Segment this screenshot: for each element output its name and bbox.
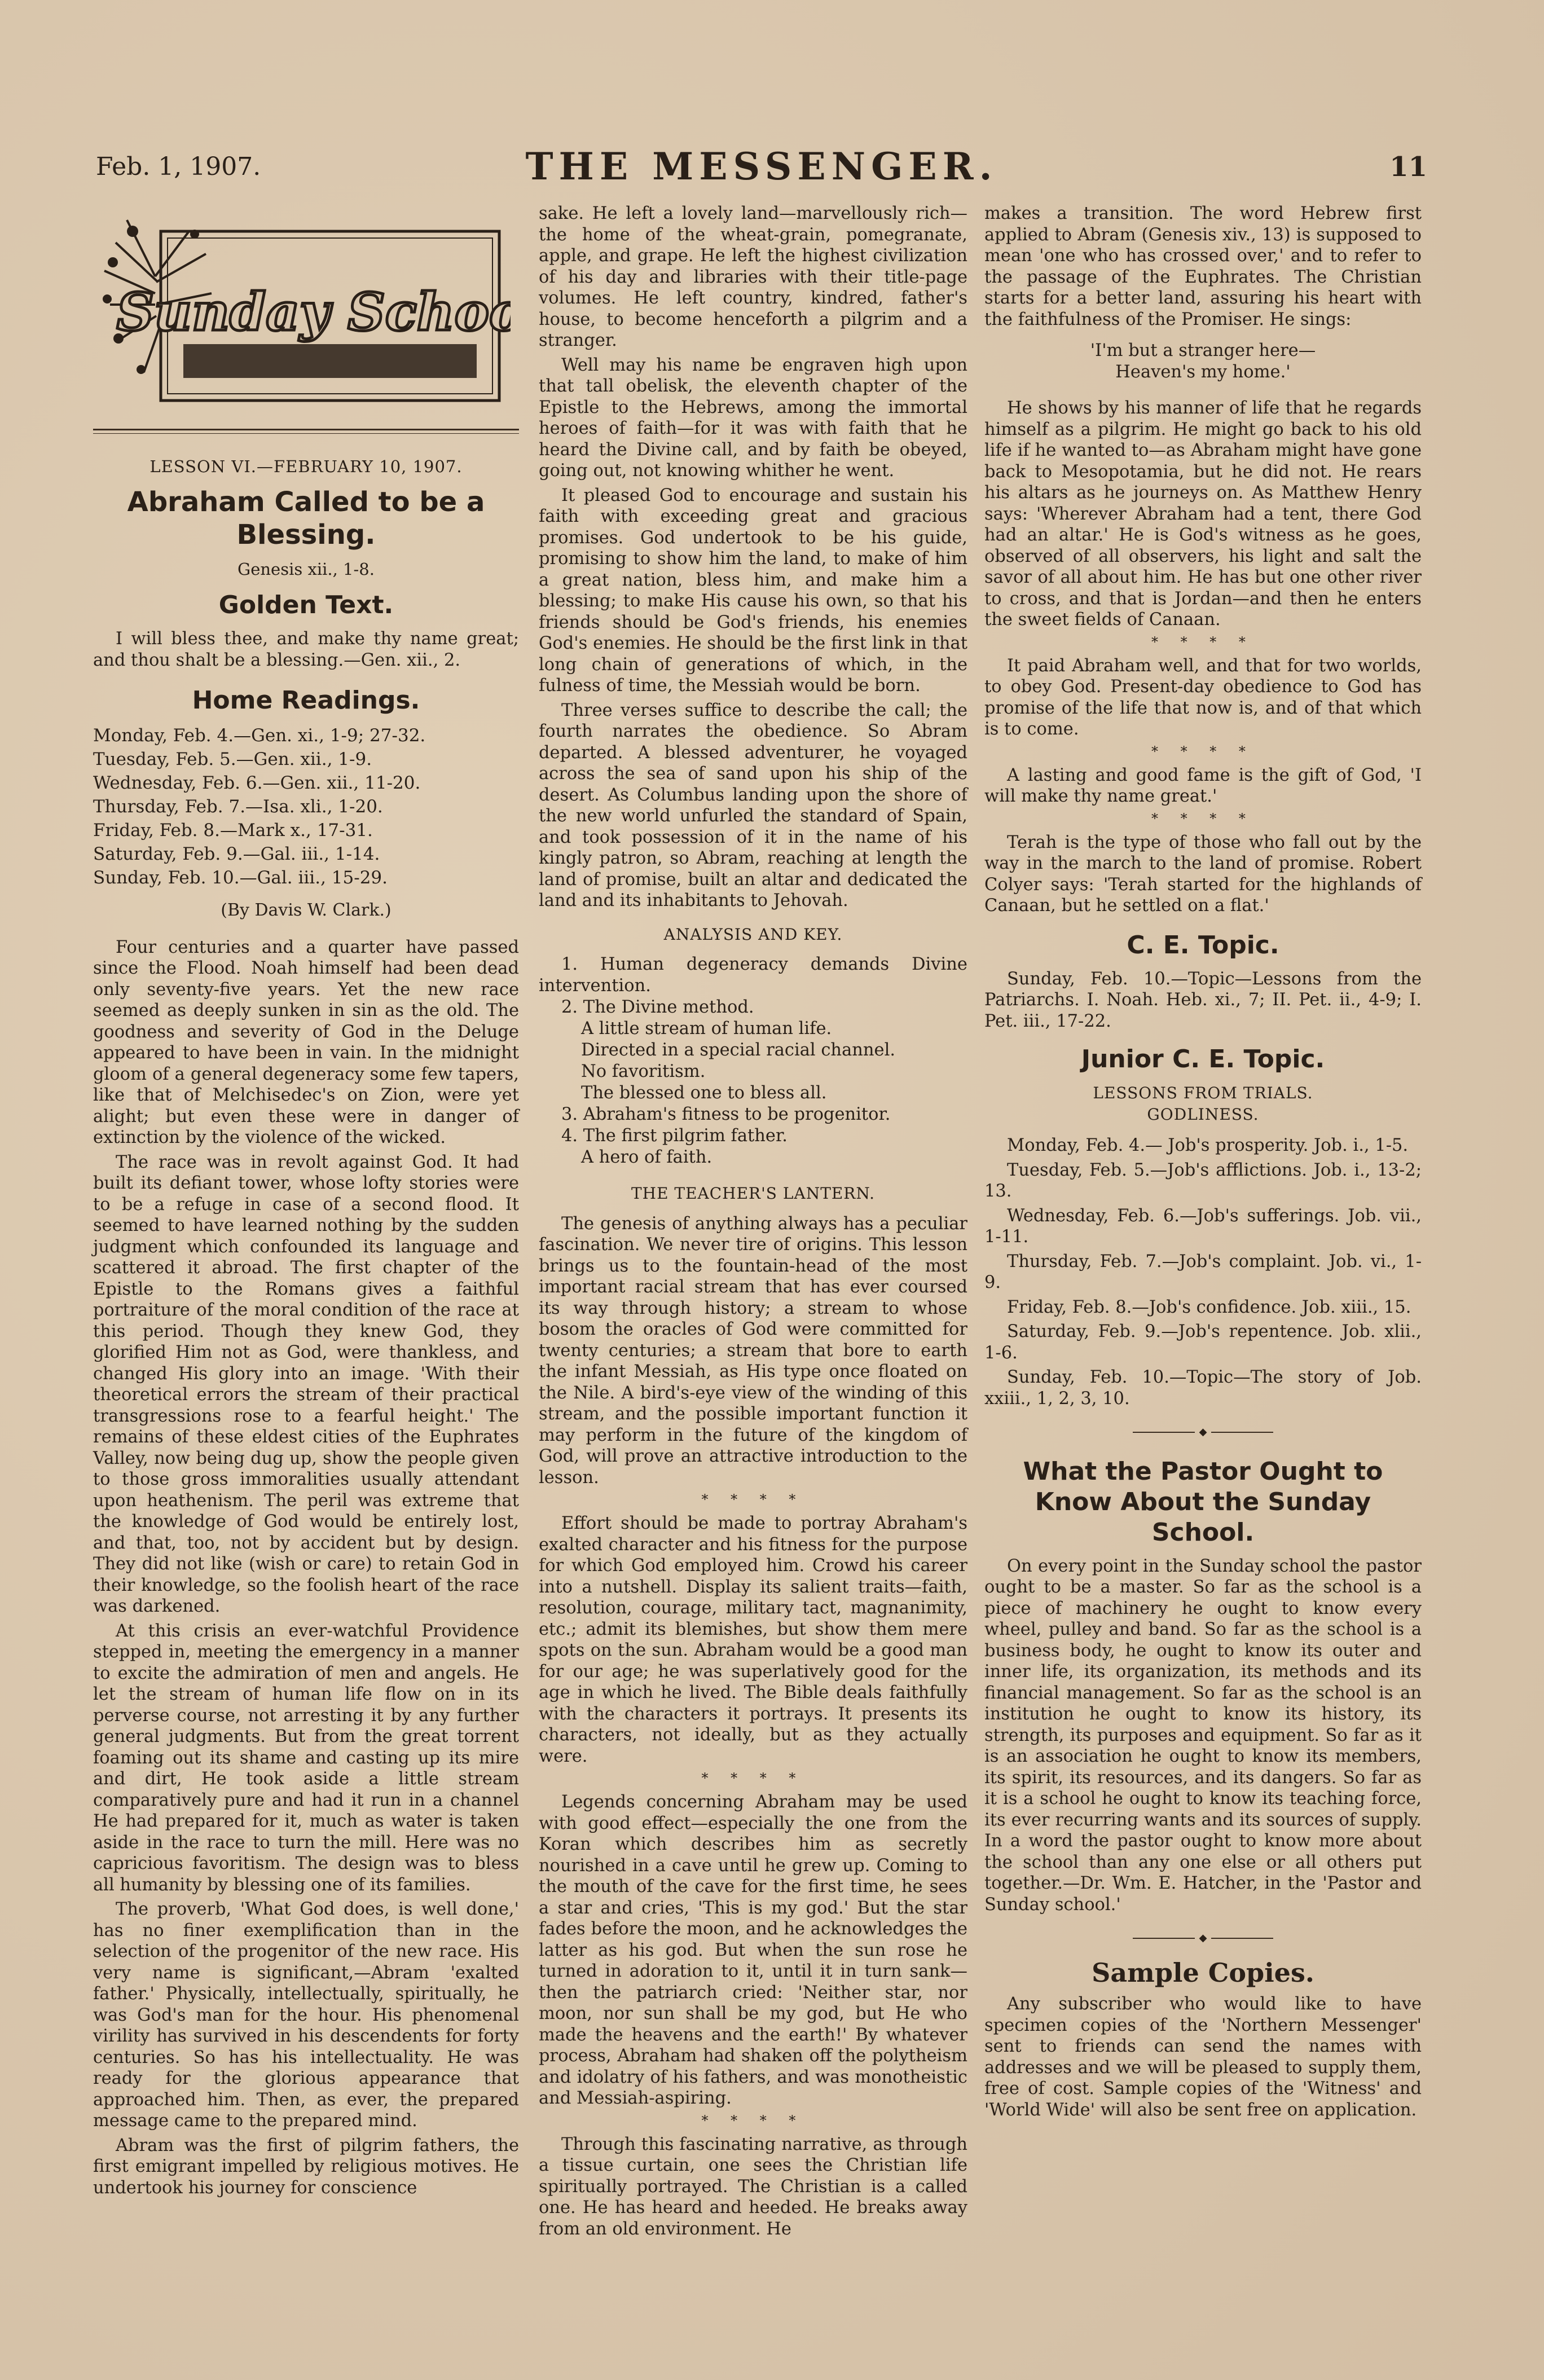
svg-text:Sunday School: Sunday School	[116, 281, 511, 342]
list-item: Sunday, Feb. 10.—Gal. iii., 15-29.	[93, 868, 388, 888]
paragraph: makes a transition. The word Hebrew first applied to Abram (Genesis xiv., 13) is supposed to mean 'one who has crossed over,' and to refer to the passage of the Euphrates. The Christian starts for a better land, assuring his heart with the faithfulness of the Promiser. He sings:	[984, 204, 1422, 329]
poem-line: 'I'm but a stranger here—	[1090, 341, 1316, 360]
paragraph: Legends concerning Abraham may be used with good effect—especially the one from the Koran which describes him as secretly nourished in a cave until he grew up. Coming to the mouth of the cave for the first time, he sees a star and cries, 'This is my god.' But the star fades before the moon, and he acknowledges the latter as his god. But when the sun rose he turned in adoration to it, until it in turn sank—then the patriarch cried: 'Neither star, nor moon, nor sun shall be my god, but He who made the heavens and the earth!' By whatever process, Abraham had shaken off the polytheism and idolatry of his fathers, and was monotheistic and Messiah-aspiring.	[539, 1792, 967, 2108]
sunday-school-logo	[93, 209, 511, 412]
paragraph: Well may his name be engraven high upon that tall obelisk, the eleventh chapter of the Epistle to the Hebrews, among the immortal heroes of faith—for it was with faith that he heard the Divine call, and by faith be obeyed, going out, not knowing whither he went.	[539, 355, 967, 481]
list-item: Sunday, Feb. 10.—Topic—The story of Job. xxiii., 1, 2, 3, 10.	[984, 1367, 1422, 1409]
paragraph: The race was in revolt against God. It had built its defiant tower, whose lofty stories were to be a refuge in case of a second flood. It seemed to have learned nothing by the sudden judgment which confounded its language and scattered it abroad. The first chapter of the Epistle to the Romans gives a faithful portraiture of the moral condition of the race at this period. Though they knew God, they glorified Him not as God, were thankless, and changed His glory into an image. 'With their theoretical errors the stream of their practical transgressions rose to a fearful height.' The remains of these eldest cities of the Euphrates Valley, now being dug up, show the people given to those gross immoralities usually attendant upon heathenism. The peril was extreme that the knowledge of God would be entirely lost, and that, too, not by accident but by design. They did not like (wish or care) to retain God in their knowledge, so the foolish heart of the race was darkened.	[93, 1152, 519, 1616]
list-item: No favoritism.	[581, 1062, 706, 1081]
paragraph: Four centuries and a quarter have passed since the Flood. Noah himself had been dead only seventy-five years. Yet the new race seemed as deeply sunken in sin as the old. The goodness and severity of God in the Deluge appeared to have been in vain. In the midnight gloom of a general degeneracy some few tapers, like that of Melchisedec's on Zion, were yet alight; but even these were in danger of extinction by the violence of the wicked.	[93, 937, 519, 1147]
masthead-title: THE MESSENGER.	[525, 144, 998, 188]
lesson-reference: Genesis xii., 1-8.	[237, 559, 375, 579]
lesson-label: LESSON VI.—FEBRUARY 10, 1907.	[149, 457, 463, 476]
paragraph: Abram was the first of pilgrim fathers, the first emigrant impelled by religious motives. He undertook his journey for conscience	[93, 2135, 519, 2198]
section-stars: * * * *	[701, 1492, 805, 1507]
paragraph: At this crisis an ever-watchful Providence stepped in, meeting the emergency in a manner to excite the admiration of men and angels. He let the stream of human life flow on in its perverse course, not arresting it by any further general judgments. But from the great torrent foaming out its shame and casting up its mire and dirt, He took aside a little stream comparatively pure and had it run in a channel He had prepared for it, much as water is taken aside in the race to turn the mill. Here was no capricious favoritism. The design was to bless all humanity by blessing one of its families.	[93, 1621, 519, 1895]
list-item: Saturday, Feb. 9.—Gal. iii., 1-14.	[93, 844, 380, 864]
list-item: Monday, Feb. 4.—Gen. xi., 1-9; 27-32.	[93, 725, 426, 746]
analysis-list	[539, 954, 967, 1168]
home-readings-heading: Home Readings.	[192, 686, 420, 715]
ornament-divider	[984, 1422, 1422, 1443]
junior-ce-subheading: LESSONS FROM TRIALS.	[1093, 1084, 1313, 1102]
author-byline: (By Davis W. Clark.)	[221, 900, 392, 920]
list-item: A little stream of human life.	[581, 1019, 832, 1039]
list-item: Friday, Feb. 8.—Mark x., 17-31.	[93, 820, 373, 841]
list-item: Thursday, Feb. 7.—Job's complaint. Job. vi., 1-9.	[984, 1251, 1422, 1292]
junior-ce-heading: Junior C. E. Topic.	[1081, 1045, 1325, 1074]
lesson-title: Abraham Called to be a Blessing.	[127, 486, 485, 551]
paragraph: Three verses suffice to describe the call; the fourth narrates the obedience. So Abram departed. A blessed adventurer, he voyaged across the sea of sand upon his ship of the desert. As Columbus landing upon the shore of the new world unfurled the standard of Spain, and took possession of it in the name of his kingly patron, so Abram, reaching at length the land of promise, built an altar and dedicated the land and its inhabitants to Jehovah.	[539, 700, 967, 910]
ce-topic-heading: C. E. Topic.	[1127, 930, 1279, 960]
column-1	[93, 203, 519, 2202]
paragraph: sake. He left a lovely land—marvellously rich—the home of the wheat-grain, pomegranate, apple, and grape. He left the highest civilization of his day and libraries with their title-page volumes. He left country, kindred, father's house, to become henceforth a pilgrim and a stranger.	[539, 204, 967, 350]
paragraph: On every point in the Sunday school the pastor ought to be a master. So far as the school is a piece of machinery he ought to know every wheel, pulley and band. So far as the school is a business body, he ought to know its outer and inner life, its organization, its methods and its financial management. So far as the school is an institution he ought to know its history, its strength, its purposes and equipment. So far as it is an association he ought to know its members, its spirit, its resources, and its dangers. So far as it is a school he ought to know its teaching force, its ever recurring wants and its sources of supply. In a word the pastor ought to know more about the school than any one else or all others put together.—Dr. Wm. E. Hatcher, in the 'Pastor and Sunday school.'	[984, 1556, 1422, 1915]
ce-topic-text: Sunday, Feb. 10.—Topic—Lessons from the Patriarchs. I. Noah. Heb. xi., 7; II. Pet. ii., 4-9; I. Pet. iii., 17-22.	[984, 969, 1422, 1031]
sample-copies-heading: Sample Copies.	[1092, 1957, 1314, 1988]
paragraph: A lasting and good fame is the gift of God, 'I will make thy name great.'	[984, 765, 1422, 806]
golden-text-heading: Golden Text.	[218, 591, 394, 619]
pastor-article-heading: What the Pastor Ought to Know About the Sunday School.	[1023, 1457, 1383, 1547]
list-item: A hero of faith.	[581, 1147, 712, 1167]
sunday-school-logo-art	[93, 209, 511, 412]
home-readings-list	[93, 724, 519, 890]
paragraph: Terah is the type of those who fall out by the way in the march to the land of promise. Robert Colyer says: 'Terah started for the highlands of Canaan, but he settled on a flat.'	[984, 832, 1422, 916]
analysis-heading: ANALYSIS AND KEY.	[663, 925, 843, 944]
list-item: 4. The first pilgrim father.	[561, 1126, 788, 1146]
paragraph: The genesis of anything always has a peculiar fascination. We never tire of origins. This lesson brings us to the fountain-head of the most important racial stream that has ever coursed its way through history; a stream to whose bosom the oracles of God were committed for twenty centuries; a stream that bore to earth the infant Messiah, as His type once floated on the Nile. A bird's-eye view of the winding of this stream, and the possible important function it may perform in the future of the kingdom of God, will prove an attractive introduction to the lesson.	[539, 1213, 967, 1488]
list-item: Saturday, Feb. 9.—Job's repentence. Job. xlii., 1-6.	[984, 1322, 1422, 1363]
list-item: Directed in a special racial channel.	[581, 1040, 896, 1060]
lantern-heading: THE TEACHER'S LANTERN.	[631, 1184, 876, 1203]
section-stars: * * * *	[701, 2112, 805, 2128]
paragraph: He shows by his manner of life that he regards himself as a pilgrim. He might go back to his old life if he wanted to—as Abraham might have gone back to Mesopotamia, but he did not. He rears his altars as he journeys on. As Matthew Henry says: 'Wherever Abraham had a tent, there God had an altar.' He is God's witness as he goes, observed of all observers, his light and salt the savor of all about him. He has but one other river to cross, and that is Jordan—and then he enters the sweet fields of Canaan.	[984, 398, 1422, 630]
section-stars: * * * *	[701, 1770, 805, 1786]
list-item: 2. The Divine method.	[561, 997, 754, 1017]
section-stars: * * * *	[1151, 810, 1255, 826]
list-item: Tuesday, Feb. 5.—Job's afflictions. Job. i., 13-2; 13.	[984, 1160, 1422, 1201]
section-stars: * * * *	[1151, 743, 1255, 759]
page-header	[96, 141, 1427, 192]
list-item: Friday, Feb. 8.—Job's confidence. Job. xiii., 15.	[1007, 1297, 1411, 1317]
diamond-icon: ◆	[1199, 1426, 1207, 1438]
section-stars: * * * *	[1151, 634, 1255, 650]
diamond-icon: ◆	[1199, 1932, 1207, 1944]
paragraph: Through this fascinating narrative, as through a tissue curtain, one sees the Christian life spiritually portrayed. The Christian is a called one. He has heard and heeded. He breaks away from an old environment. He	[539, 2134, 967, 2239]
list-item: Wednesday, Feb. 6.—Job's sufferings. Job. vii., 1-11.	[984, 1206, 1422, 1247]
column-3	[984, 203, 1422, 2124]
poem	[984, 340, 1422, 383]
column-2	[539, 203, 967, 2243]
paragraph: The proverb, 'What God does, is well done,' has no finer exemplification than in the selection of the progenitor of the new race. His very name is significant,—Abram 'exalted father.' Physically, intellectually, spiritually, he was God's man for the hour. His phenomenal virility has survived in his descendents for forty centuries. So has his intellectuality. He was ready for the glorious appearance that approached him. Then, as ever, the prepared message came to the prepared mind.	[93, 1899, 519, 2131]
list-item: Tuesday, Feb. 5.—Gen. xii., 1-9.	[93, 749, 372, 769]
list-item: Wednesday, Feb. 6.—Gen. xii., 11-20.	[93, 773, 421, 793]
list-item: Monday, Feb. 4.— Job's prosperity. Job. i., 1-5.	[1007, 1136, 1409, 1155]
paragraph: Effort should be made to portray Abraham's exalted character and his fitness for the purpose for which God employed him. Crowd his career into a nutshell. Display its salient traits—faith, resolution, courage, military tact, magnanimity, etc.; admit its blemishes, but show them mere spots on the sun. Abraham would be a good man for our age; he was superlatively good for the age in which he lived. The Bible deals faithfully with the characters it portrays. It presents its characters, not ideally, but as they actually were.	[539, 1514, 967, 1766]
junior-ce-subheading-2: GODLINESS.	[1147, 1105, 1259, 1124]
issue-date: Feb. 1, 1907.	[96, 152, 261, 181]
divider	[93, 429, 519, 434]
paragraph: It pleased God to encourage and sustain his faith with exceeding great and gracious promises. God undertook to be his guide, promising to show him the land, to make of him a great nation, bless him, and make him a blessing; to make His cause his own, so that his friends should be God's friends, his enemies God's enemies. He should be the first link in that long chain of generations of which, in the fulness of time, the Messiah would be born.	[539, 485, 967, 696]
list-item: 1. Human degeneracy demands Divine intervention.	[539, 954, 967, 996]
poem-line: Heaven's my home.'	[1115, 362, 1291, 382]
golden-text: I will bless thee, and make thy name great; and thou shalt be a blessing.—Gen. xii., 2.	[93, 629, 519, 670]
paragraph: Any subscriber who would like to have specimen copies of the 'Northern Messenger' sent to friends can send the names with addresses and we will be pleased to supply them, free of cost. Sample copies of the 'Witness' and 'World Wide' will also be sent free on application.	[984, 1994, 1422, 2120]
list-item: 3. Abraham's fitness to be progenitor.	[561, 1105, 891, 1124]
paragraph: It paid Abraham well, and that for two worlds, to obey God. Present-day obedience to God has promise of the life that now is, and of that which is to come.	[984, 656, 1422, 739]
page-number: 11	[1389, 151, 1427, 183]
list-item: Thursday, Feb. 7.—Isa. xli., 1-20.	[93, 797, 383, 817]
list-item: The blessed one to bless all.	[581, 1083, 827, 1103]
ornament-divider	[984, 1928, 1422, 1949]
